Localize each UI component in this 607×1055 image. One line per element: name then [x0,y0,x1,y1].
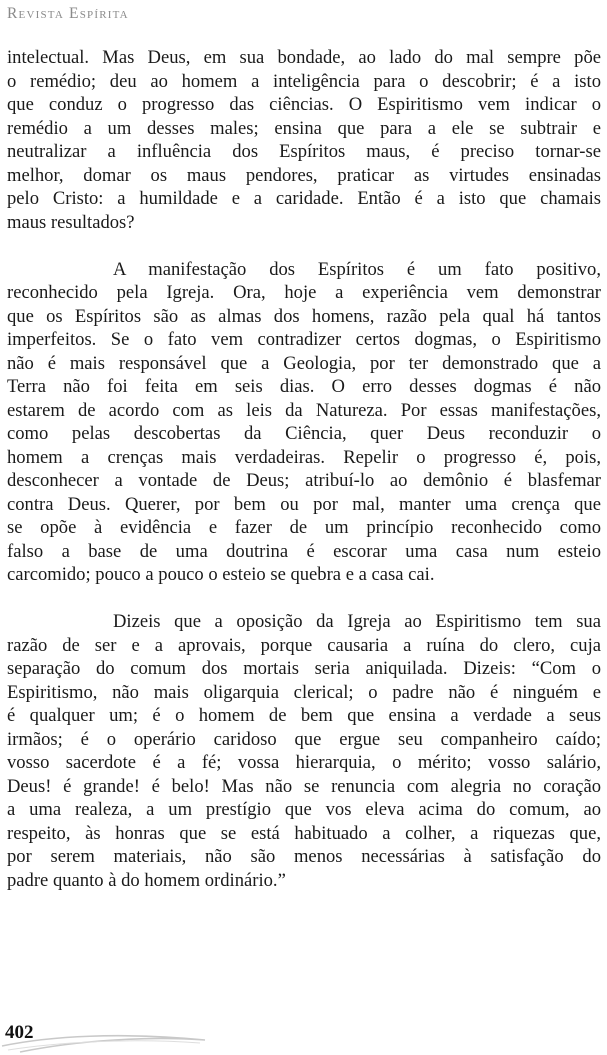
text-line: que conduz o progresso das ciências. O Espiritismo vem indicar o [7,94,601,115]
text-line: A manifestação dos Espíritos é um fato positivo, [113,258,601,280]
text-line: é qualquer um; é o homem de bem que ensina a verdade a seus [7,705,601,726]
paragraph [7,258,601,587]
text-line: como pelas descobertas da Ciência, quer Deus reconduzir o [7,423,601,444]
text-line: Espiritismo, não mais oligarquia clerical; o padre não é ninguém e [7,681,601,703]
text-line: desconhecer a vontade de Deus; atribuí-lo ao demônio é blasfemar [7,470,601,491]
text-line: respeito, às honras que se está habituado a colher, a riquezas que, [7,822,601,844]
text-line: vosso sacerdote é a fé; vossa hierarquia, o mérito; vosso salário, [7,752,601,773]
page-number: 402 [5,1022,34,1043]
text-line: estarem de acordo com as leis da Natureza. Por essas manifestações, [7,399,601,421]
text-line: não é mais responsável que a Geologia, por ter demonstrado que a [7,352,601,374]
text-line: que os Espíritos são as almas dos homens, razão pela qual há tantos [7,305,601,327]
text-line: imperfeitos. Se o fato vem contradizer certos dogmas, o Espiritismo [7,329,601,350]
text-line: padre quanto à do homem ordinário.” [7,869,286,891]
text-line: neutralizar a influência dos Espíritos maus, é preciso tornar-se [7,141,601,162]
text-line: irmãos; é o operário caridoso que ergue seu companheiro caído; [7,728,601,750]
text-line: pelo Cristo: a humildade e a caridade. Então é a isto que chamais [7,188,601,209]
text-line: por serem materiais, não são menos necessárias à satisfação do [7,846,601,867]
text-line: Terra não foi feita em seis dias. O erro desses dogmas é não [7,376,601,397]
text-line: reconhecido pela Igreja. Ora, hoje a experiência vem demonstrar [7,282,601,303]
text-line: maus resultados? [7,211,135,233]
text-line: razão de ser e a aprovais, porque causaria a ruína do clero, cuja [7,634,601,656]
text-line: remédio a um desses males; ensina que para a ele se subtrair e [7,117,601,139]
text-line: separação do comum dos mortais seria aniquilada. Dizeis: “Com o [7,658,601,679]
text-line: o remédio; deu ao homem a inteligência para o descobrir; é a isto [7,70,601,92]
paragraph [7,46,601,234]
text-line: contra Deus. Querer, por bem ou por mal, manter uma crença que [7,493,601,515]
text-line: intelectual. Mas Deus, em sua bondade, ao lado do mal sempre põe [7,47,601,68]
text-line: a uma realeza, a um prestígio que vos eleva acima do comum, ao [7,799,601,820]
text-line: Deus! é grande! é belo! Mas não se renuncia com alegria no coração [7,775,601,797]
paragraph [7,610,601,892]
text-line: Dizeis que a oposição da Igreja ao Espiritismo tem sua [113,611,601,632]
running-head-title: Revista Espírita [7,5,129,22]
text-line: homem a crenças mais verdadeiras. Repelir o progresso é, pois, [7,446,601,468]
body-text [7,46,601,916]
text-line: carcomido; pouco a pouco o esteio se quebra e a casa cai. [7,564,435,585]
text-line: melhor, domar os maus pendores, praticar as virtudes ensinadas [7,164,601,186]
text-line: falso a base de uma doutrina é escorar uma casa num esteio [7,540,601,562]
text-line: se opõe à evidência e fazer de um princípio reconhecido como [7,517,601,538]
